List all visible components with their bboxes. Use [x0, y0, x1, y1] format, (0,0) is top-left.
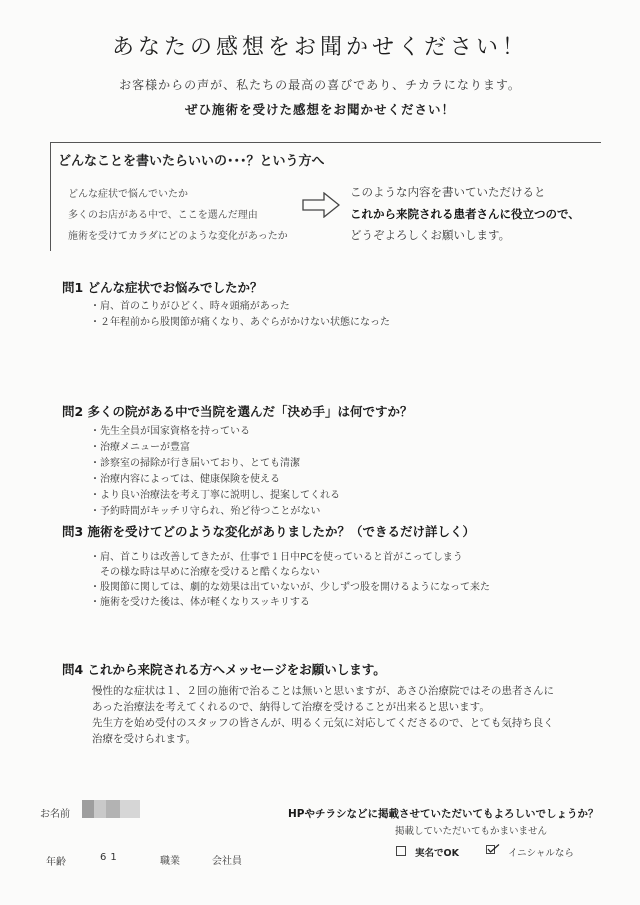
- guide-example: どんな症状で悩んでいたか: [68, 189, 188, 200]
- redacted-name: [82, 800, 140, 818]
- message-line: 先生方を始め受付のスタッフの皆さんが、明るく元気に対応してくださるので、とても気持ち良く: [92, 717, 554, 729]
- job-value: 会社員: [212, 856, 242, 867]
- guide-title: どんなことを書いたらいいの･･･？という方へ: [58, 154, 325, 169]
- page-prompt: ぜひ施術を受けた感想をお聞かせください！: [184, 102, 455, 117]
- question-2-label: 問2 多くの院がある中で当院を選んだ「決め手」は何ですか？: [62, 404, 413, 419]
- answer-line: ・肩、首こりは改善してきたが、仕事で１日中PCを使っていると首がこってしまう: [90, 552, 463, 563]
- real-name-option: 実名でOK: [415, 848, 459, 859]
- guide-message-line: これから来院される患者さんに役立つので、: [350, 207, 580, 221]
- answer-line: ・診察室の掃除が行き届いており、とても清潔: [90, 458, 300, 469]
- answer-line: ・２年程前から股関節が痛くなり、あぐらがかけない状態になった: [90, 317, 390, 328]
- answer-line: ・より良い治療法を考え丁寧に説明し、提案してくれる: [90, 490, 340, 501]
- job-label: 職業: [160, 856, 180, 867]
- right-arrow-icon: [302, 192, 340, 218]
- answer-line: その様な時は早めに治療を受けると酷くならない: [100, 567, 320, 578]
- question-4-label: 問4 これから来院される方へメッセージをお願いします。: [62, 662, 386, 677]
- age-value: 61: [100, 852, 121, 863]
- message-line: あった治療法を考えてくれるので、納得して治療を受けることが出来ると思います。: [92, 701, 490, 713]
- guide-message-line: このような内容を書いていただけると: [350, 185, 546, 199]
- name-label: お名前: [40, 809, 70, 820]
- question-1-label: 問1 どんな症状でお悩みでしたか？: [62, 280, 263, 295]
- publish-question: HPやチラシなどに掲載させていただいてもよろしいでしょうか？: [288, 808, 599, 820]
- guide-example: 多くのお店がある中で、ここを選んだ理由: [68, 210, 258, 221]
- answer-line: ・施術を受けた後は、体が軽くなりスッキリする: [90, 597, 310, 608]
- answer-line: ・治療メニューが豊富: [90, 442, 190, 453]
- page-subtitle: お客様からの声が、私たちの最高の喜びであり、チカラになります。: [119, 78, 521, 92]
- answer-line: ・治療内容によっては、健康保険を使える: [90, 474, 280, 485]
- initials-option: イニシャルなら: [508, 848, 574, 859]
- guide-message-line: どうぞよろしくお願いします。: [350, 228, 511, 242]
- publish-answer: 掲載していただいてもかまいません: [395, 826, 548, 837]
- message-line: 治療を受けられます。: [92, 733, 197, 745]
- answer-line: ・先生全員が国家資格を持っている: [90, 426, 250, 437]
- answer-line: ・肩、首のこりがひどく、時々頭痛があった: [90, 301, 290, 312]
- page-title: あなたの感想をお聞かせください！: [111, 35, 528, 60]
- question-3-label: 問3 施術を受けてどのような変化がありましたか？（できるだけ詳しく）: [62, 524, 476, 539]
- initials-checkbox[interactable]: [486, 844, 500, 856]
- guide-example: 施術を受けてカラダにどのような変化があったか: [68, 231, 288, 242]
- message-line: 慢性的な症状は１、２回の施術で治ることは無いと思いますが、あさひ治療院ではその患者さんに: [92, 685, 554, 697]
- answer-line: ・予約時間がキッチリ守られ、殆ど待つことがない: [90, 506, 321, 517]
- age-label: 年齢: [46, 857, 66, 868]
- real-name-checkbox[interactable]: [396, 846, 406, 856]
- answer-line: ・股関節に関しては、劇的な効果は出ていないが、少しずつ股を開けるようになって来た: [90, 582, 490, 593]
